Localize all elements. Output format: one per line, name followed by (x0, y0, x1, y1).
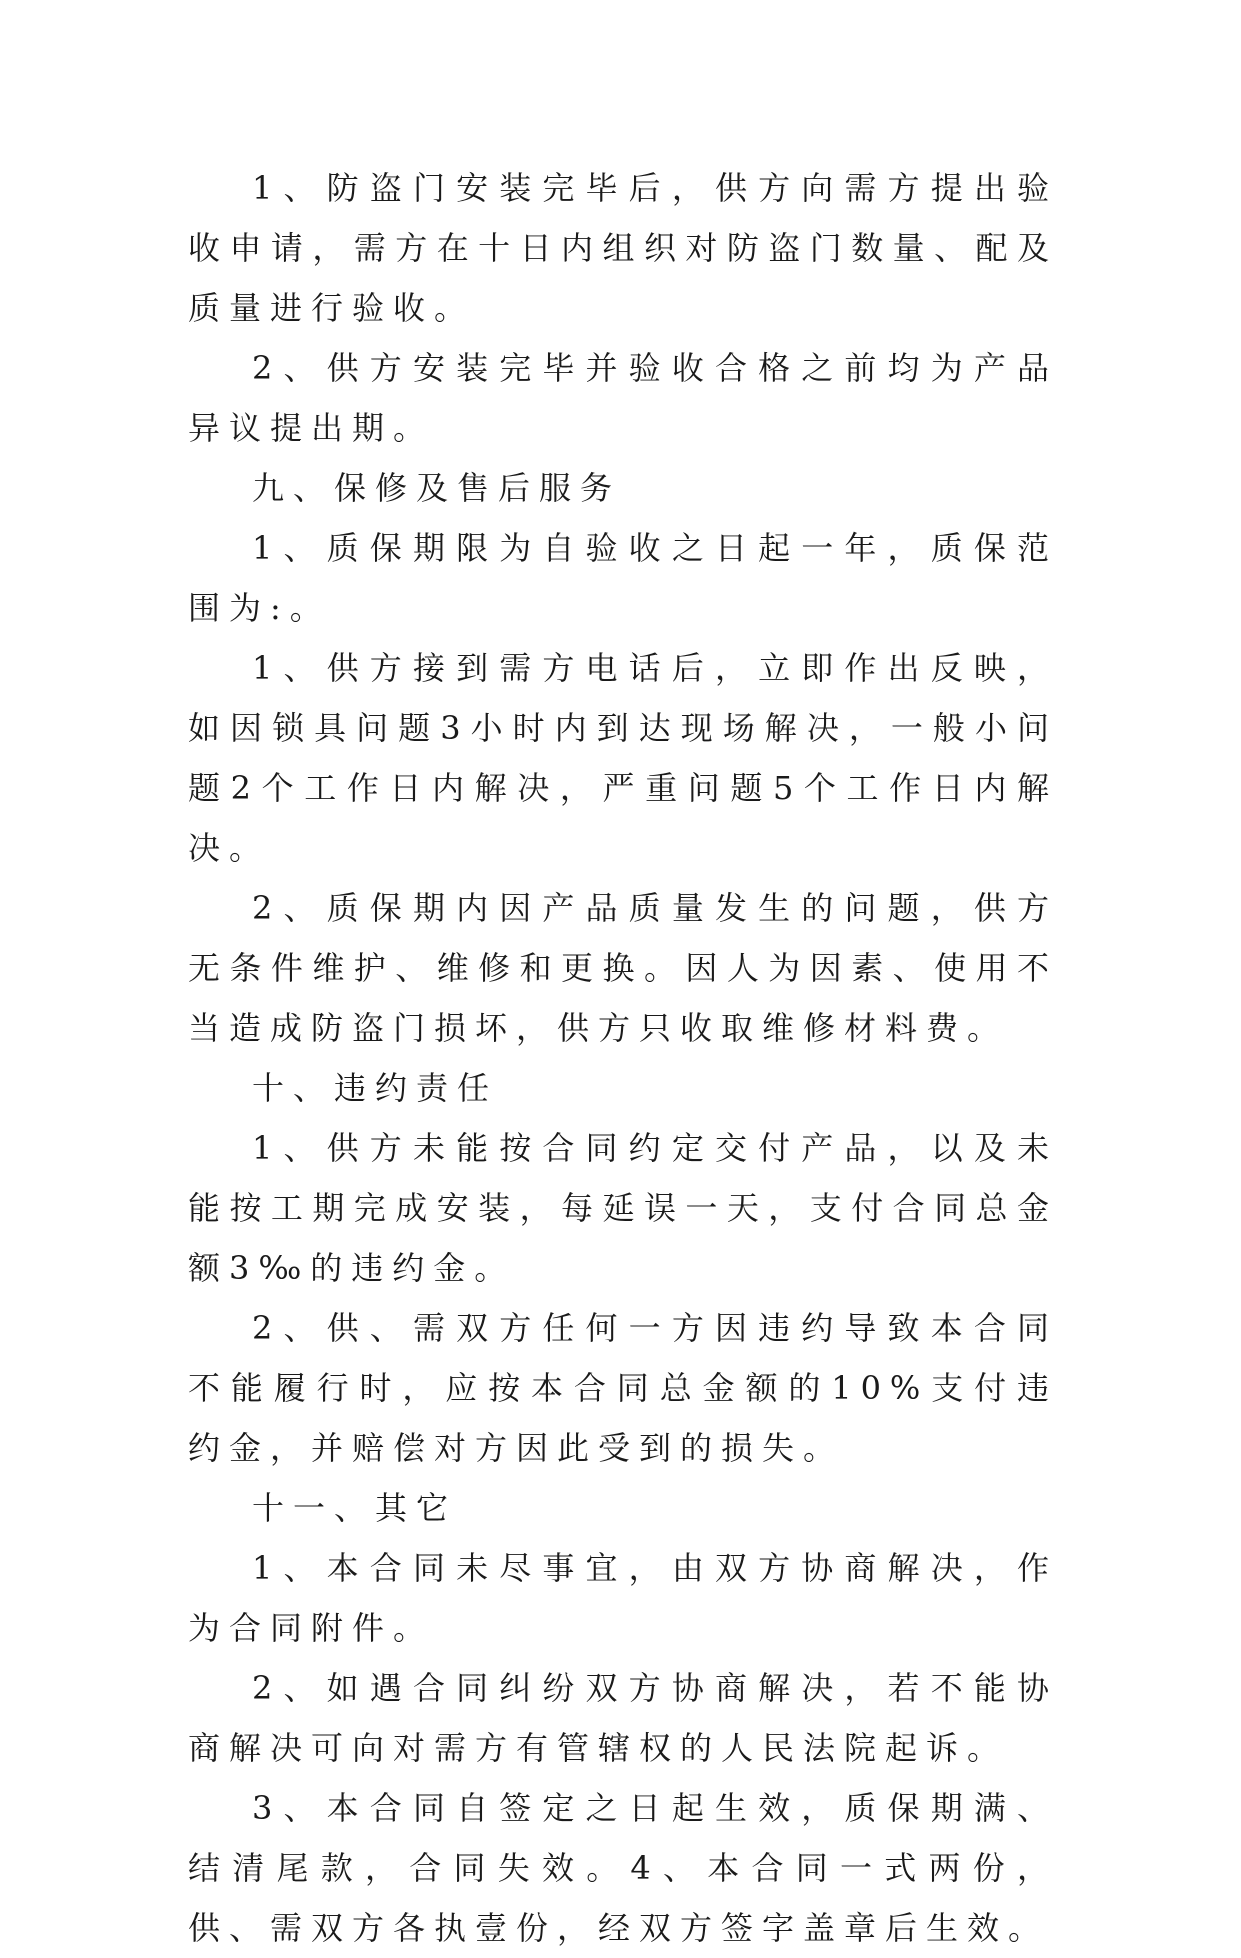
paragraph-dispute-resolution: 2、如遇合同纠纷双方协商解决，若不能协商解决可向对需方有管辖权的人民法院起诉。 (188, 1669, 1058, 1767)
paragraph-breach-penalty: 2、供、需双方任何一方因违约导致本合同不能履行时，应按本合同总金额的10%支付违约金，并赔偿对方因此受到的损失。 (188, 1309, 1058, 1467)
paragraph-unresolved-matters: 1、本合同未尽事宜，由双方协商解决，作为合同附件。 (188, 1549, 1058, 1647)
paragraph-delay-penalty: 1、供方未能按合同约定交付产品，以及未能按工期完成安装，每延误一天，支付合同总金额3‰的违约金。 (188, 1129, 1058, 1287)
paragraph-warranty-period: 1、质保期限为自验收之日起一年，质保范围为:。 (188, 529, 1058, 627)
paragraph-objection-period: 2、供方安装完毕并验收合格之前均为产品异议提出期。 (188, 349, 1058, 447)
document-page (188, 158, 1058, 1958)
paragraph-warranty-repair: 2、质保期内因产品质量发生的问题，供方无条件维护、维修和更换。因人为因素、使用不当造成防盗门损坏，供方只收取维修材料费。 (188, 889, 1058, 1047)
section-heading-liability: 十、违约责任 (252, 1069, 499, 1107)
section-heading-warranty: 九、保修及售后服务 (252, 469, 622, 507)
paragraph-effectiveness: 3、本合同自签定之日起生效，质保期满、结清尾款，合同失效。4、本合同一式两份，供、需双方各执壹份，经双方签字盖章后生效。 (188, 1789, 1058, 1947)
section-heading-other: 十一、其它 (252, 1489, 458, 1527)
paragraph-response-time: 1、供方接到需方电话后，立即作出反映，如因锁具问题3小时内到达现场解决，一般小问题2个工作日内解决，严重问题5个工作日内解决。 (188, 649, 1058, 867)
paragraph-acceptance-application: 1、防盗门安装完毕后，供方向需方提出验收申请，需方在十日内组织对防盗门数量、配及质量进行验收。 (188, 169, 1058, 327)
